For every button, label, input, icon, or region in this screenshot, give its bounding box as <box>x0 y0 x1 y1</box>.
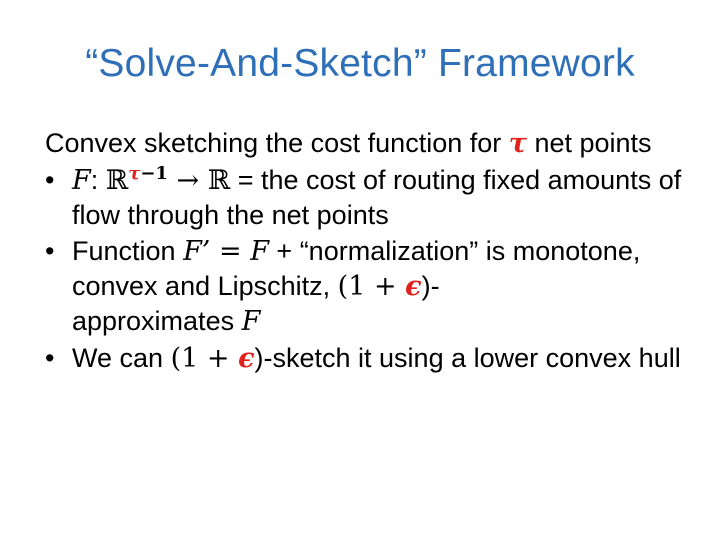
bullet-3-text: )-sketch it using a lower convex hull <box>254 343 681 373</box>
bullet-2-prefix: Function <box>72 236 184 266</box>
bullet-item-cost-function <box>45 163 685 232</box>
epsilon-symbol-2: ϵ <box>238 343 255 374</box>
bullet-item-sketch <box>45 341 685 376</box>
bullet-icon: • <box>45 236 55 266</box>
f-symbol-3: F <box>241 306 261 337</box>
bullet-icon: • <box>45 343 55 373</box>
approximates-text: approximates <box>72 306 242 336</box>
equals-symbol: = <box>210 236 251 267</box>
paren-open: (1 + <box>337 271 406 302</box>
paren-open-2: (1 + <box>170 343 239 374</box>
colon-text: : <box>90 165 99 195</box>
lead-tail: net points <box>534 128 652 158</box>
lead-text: Convex sketching the cost function for <box>45 128 502 158</box>
paren-close: )- <box>421 271 440 301</box>
bullet-3-prefix: We can <box>72 343 171 373</box>
bullet-1-text: = the cost of routing fixed amounts of flow through the net points <box>72 165 682 230</box>
epsilon-symbol: ϵ <box>405 271 422 302</box>
arrow-symbol: → <box>167 165 208 196</box>
f-prime-symbol: F’ <box>183 236 211 267</box>
domain-symbol: ℝ <box>105 165 129 196</box>
exponent-tau: τ <box>128 163 141 184</box>
f-symbol: F <box>72 165 91 196</box>
bullet-icon: • <box>45 165 55 195</box>
bullet-item-normalization <box>45 234 685 339</box>
exponent-minus-one: −1 <box>140 163 168 184</box>
bullet-list <box>45 163 685 376</box>
f-symbol-2: F <box>250 236 269 267</box>
codomain-symbol: ℝ <box>207 165 231 196</box>
slide-body <box>45 126 685 378</box>
bullet-2-text: + “normalization” is monotone, convex and Lipschitz, <box>72 236 641 301</box>
slide-title: “Solve-And-Sketch” Framework <box>85 42 635 85</box>
tau-symbol: τ <box>508 128 527 159</box>
lead-paragraph <box>45 126 685 161</box>
